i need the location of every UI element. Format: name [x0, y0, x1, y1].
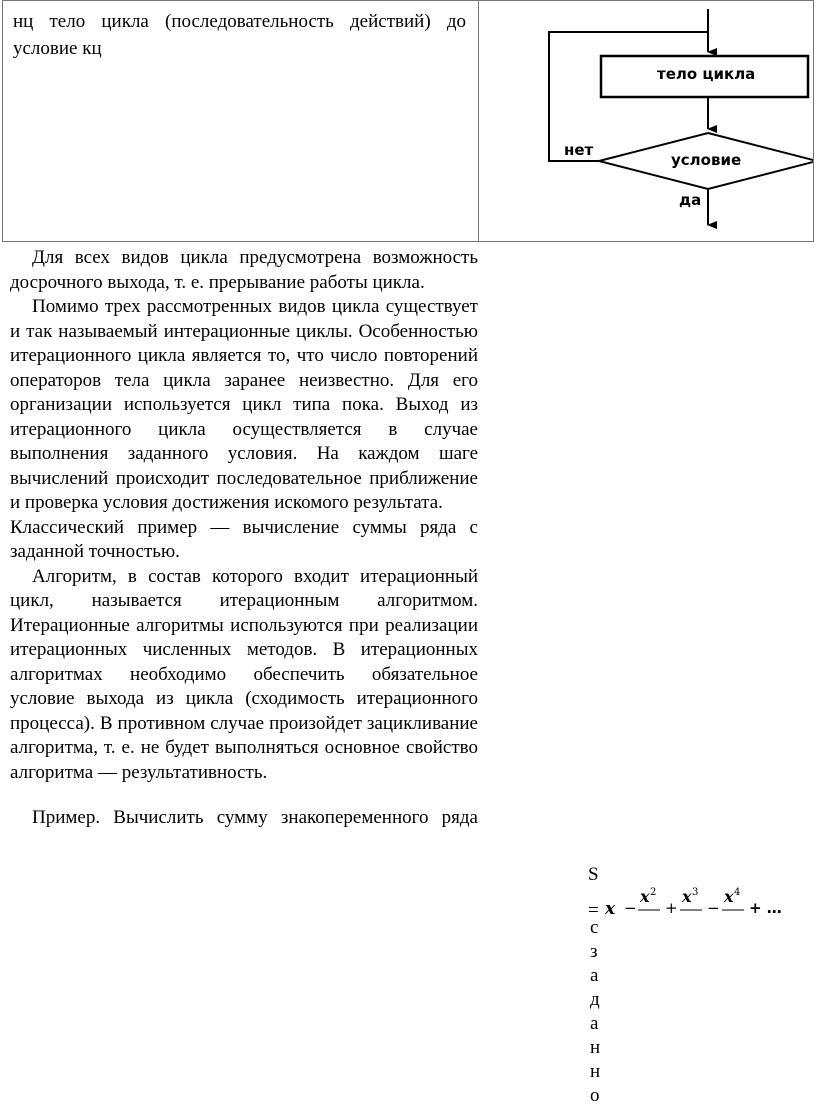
letter: а [590, 1013, 599, 1034]
series-expression [602, 886, 802, 926]
body-box-label: тело цикла [657, 65, 756, 83]
exp-4: 4 [734, 887, 741, 898]
pseudocode-line-1: нц тело цикла (последовательность действий) до [13, 11, 466, 32]
series-formula [588, 864, 808, 1109]
minus-1: − [624, 899, 637, 917]
condition-label: условие [671, 151, 742, 169]
paragraph-early-exit: Для всех видов цикла предусмотрена возможность досрочного выхода, т. е. прерывание работы цикла. [10, 247, 478, 293]
ellipsis: + … [749, 899, 782, 917]
paragraph-example-task: Пример. Вычислить сумму знакопеременного ряда [32, 807, 478, 828]
letter: н [590, 1037, 601, 1058]
yes-branch-label: да [679, 191, 702, 209]
body-text [10, 246, 478, 831]
term-x4: x [724, 887, 734, 906]
plus-1: + [665, 899, 678, 917]
paragraph-classic-example: Классический пример — вычисление суммы ряда с заданной точностью. [10, 516, 478, 562]
letter: а [590, 965, 599, 986]
vertical-word-with-precision [590, 916, 610, 1108]
letter: с [590, 917, 599, 938]
term-x3: x [682, 887, 692, 906]
sum-symbol: S [588, 864, 599, 885]
paragraph-iterative-loops: Помимо трех рассмотренных видов цикла существует и так называемый интерационные циклы. Особенностью итерационного цикла является то, что число повторений операторов тела цикла заранее неизвестно. Для его организации используется цикл типа пока. Выход из итерационного цикла осуществляется в случае выполнения заданного условия. На каждом шаге вычислений происходит последовательное приближение и проверка условия достижения искомого результата. [10, 296, 478, 513]
pseudocode-line-2: условие кц [13, 38, 102, 59]
term-x2: x [640, 887, 650, 906]
loop-table [2, 0, 814, 242]
exp-2: 2 [650, 887, 657, 898]
flowchart-cell [479, 1, 813, 241]
letter: з [590, 941, 598, 962]
no-branch-label: нет [564, 141, 594, 159]
pseudocode-cell [3, 1, 478, 241]
letter: д [590, 989, 600, 1010]
exp-3: 3 [692, 887, 699, 898]
letter: о [590, 1085, 600, 1106]
equals-sign: = [588, 900, 599, 921]
paragraph-iterative-algorithm: Алгоритм, в состав которого входит итерационный цикл, называется итерационным алгоритмом. Итерационные алгоритмы используются при реализации итерационных численных методов. В итерационных алгоритмах необходимо обеспечить обязательное условие выхода из цикла (сходимость итерационного процесса). В противном случае произойдет зацикливание алгоритма, т. е. не будет выполняться основное свойство алгоритма — результативность. [10, 565, 478, 783]
minus-2: − [707, 899, 720, 917]
flowchart-diagram [479, 1, 813, 243]
letter: н [590, 1061, 601, 1082]
term-x: x [605, 899, 616, 919]
